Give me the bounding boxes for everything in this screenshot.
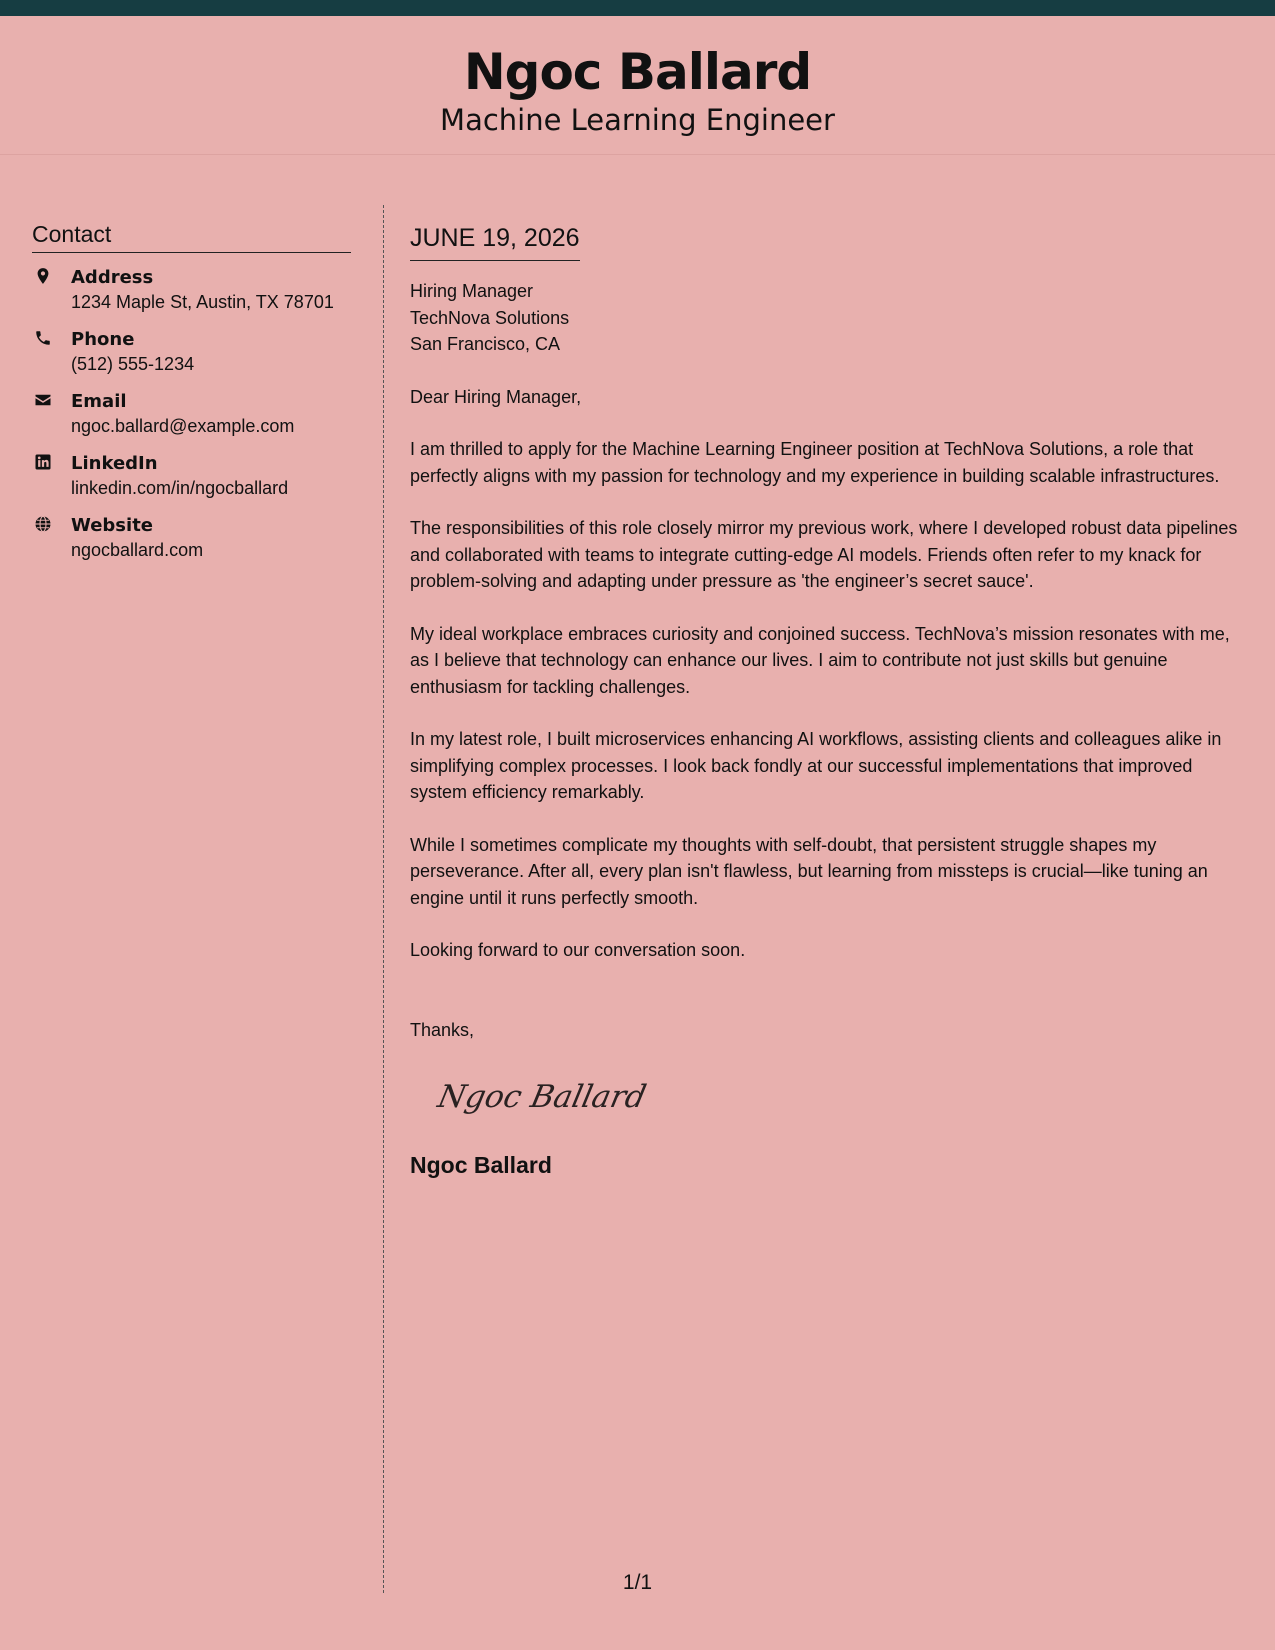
contact-item-website (32, 513, 351, 563)
column-divider (383, 205, 384, 1593)
contact-value: linkedin.com/in/ngocballard (71, 478, 289, 498)
letter-paragraph: The responsibilities of this role closely mirror my previous work, where I developed robust data pipelines and collaborated with teams to integrate cutting-edge AI models. Friends often refer to my knack for problem-solving and adapting under pressure as 'the engineer’s secret sauce'. (410, 518, 1238, 591)
contact-item-address (32, 265, 351, 315)
contact-label: LinkedIn (71, 453, 158, 474)
header (0, 16, 1275, 155)
page-number: 1/1 (622, 1571, 653, 1594)
contact-value: ngocballard.com (71, 540, 204, 560)
phone-icon (34, 329, 52, 347)
contact-label: Address (71, 267, 154, 288)
envelope-icon (34, 391, 52, 409)
contact-label: Email (71, 391, 127, 412)
recipient-line: TechNova Solutions (410, 307, 570, 328)
contact-value: (512) 555-1234 (71, 354, 195, 374)
letter-body (410, 222, 1245, 1179)
contact-heading: Contact (32, 220, 351, 253)
job-title: Machine Learning Engineer (440, 103, 835, 137)
globe-icon (34, 515, 52, 533)
greeting: Dear Hiring Manager, (410, 386, 582, 407)
contact-label: Phone (71, 329, 135, 350)
contact-sidebar (32, 220, 351, 563)
letter-paragraph: My ideal workplace embraces curiosity and conjoined success. TechNova’s mission resonates with me, as I believe that technology can enhance our lives. I aim to contribute not just skills but genuine enthusiasm for tackling challenges. (410, 623, 1230, 697)
signed-name: Ngoc Ballard (410, 1151, 552, 1178)
letter-date: JUNE 19, 2026 (410, 222, 580, 261)
letter-paragraph: Looking forward to our conversation soon. (410, 940, 746, 960)
map-pin-icon (34, 267, 52, 285)
recipient-line: Hiring Manager (410, 281, 534, 301)
linkedin-icon (34, 453, 52, 471)
closing: Thanks, (410, 1019, 475, 1040)
contact-item-email (32, 389, 351, 439)
top-accent-bar (0, 0, 1275, 16)
contact-item-linkedin (32, 451, 351, 501)
letter-paragraph: While I sometimes complicate my thoughts with self-doubt, that persistent struggle shapes my perseverance. After all, every plan isn't flawless, but learning from missteps is crucial—like tuning an engine until it runs perfectly smooth. (410, 834, 1208, 908)
letter-paragraph: In my latest role, I built microservices enhancing AI workflows, assisting clients and colleagues alike in simplifying complex processes. I look back fondly at our successful implementations that improved system efficiency remarkably. (410, 729, 1222, 802)
recipient-block (410, 278, 1245, 358)
letter-paragraph: I am thrilled to apply for the Machine Learning Engineer position at TechNova Solutions, a role that perfectly aligns with my passion for technology and my experience in building scalable infrastructures. (410, 439, 1220, 486)
contact-item-phone (32, 327, 351, 377)
contact-value: ngoc.ballard@example.com (71, 416, 295, 436)
svg-text:Ngoc Ballard: Ngoc Ballard (434, 1079, 650, 1115)
handwritten-signature (434, 1071, 654, 1121)
contact-value: 1234 Maple St, Austin, TX 78701 (71, 292, 334, 312)
recipient-line: San Francisco, CA (410, 334, 561, 354)
contact-label: Website (71, 515, 154, 536)
candidate-name: Ngoc Ballard (463, 43, 812, 101)
